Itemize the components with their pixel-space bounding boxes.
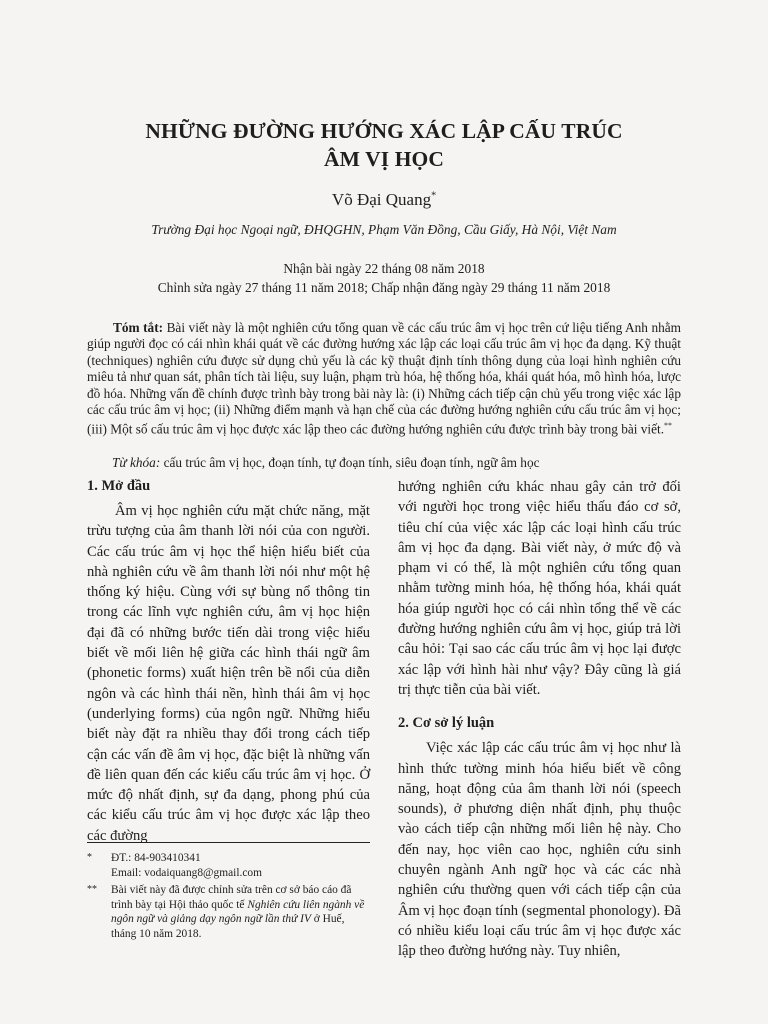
section-1-paragraph: Âm vị học nghiên cứu mặt chức năng, mặt trừu tượng của âm thanh lời nói của con người. Các cấu trúc âm vị học thể hiện hiểu biết của nhà nghiên cứu về âm thanh lời nói như một hệ thống ký hiệu. Cùng với sự bùng nổ thông tin trong các lĩnh vực nghiên cứu, âm vị học hiện đại đã có những bước tiến dài trong việc hiểu biết về mối liên hệ giữa các hình thái ngữ âm (phonetic forms) xuất hiện trên bề nổi của diễn ngôn và các hình thái nền, hình thái âm vị học (underlying forms) của ngôn ngữ. Những hiểu biết này đặt ra nhiều thay đổi trong cách tiếp cận các vấn đề âm vị học, đặc biệt là những vấn đề liên quan đến các kiểu cấu trúc âm vị học. Ở mức độ nhất định, sự đa dạng, phong phú của các kiểu cấu trúc âm vị học được xác lập theo các đường <box>87 503 370 844</box>
abstract-text: Bài viết này là một nghiên cứu tổng quan về các cấu trúc âm vị học trên cứ liệu tiếng Anh nhằm giúp người đọc có cái nhìn khái quát về các đường hướng xác lập các loại cấu trúc âm vị học đa dạng. Kỹ thuật (techniques) nghiên cứu được sử dụng chủ yếu là các kỹ thuật định tính thông dụng của loại hình nghiên cứu miêu tả như quan sát, phân tích tài liệu, suy luận, phạm trù hóa, hệ thống hóa, khái quát hóa, mô hình hóa, lược đồ hóa. Những vấn đề chính được trình bày trong bài này là: (i) Những cách tiếp cận chủ yếu trong việc xác lập các cấu trúc âm vị học; (ii) Những điểm mạnh và hạn chế của các đường hướng nghiên cứu cấu trúc âm vị học; (iii) Một số cấu trúc âm vị học được xác lập theo các đường hướng nghiên cứu được trình bày trong bài viết. <box>87 320 681 437</box>
paper-title <box>100 117 668 173</box>
section-1-heading: 1. Mở đầu <box>87 478 151 494</box>
footnote-2-mark: ** <box>87 884 97 895</box>
received-date: Nhận bài ngày 22 tháng 08 năm 2018 <box>283 261 485 276</box>
footnote-2-conference: Nghiên cứu liên ngành về ngôn ngữ và giảng dạy ngôn ngữ lần thứ IV <box>111 898 365 925</box>
author-footnote-mark: * <box>431 190 437 202</box>
section-2-paragraph: Việc xác lập các cấu trúc âm vị học như là hình thức tường minh hóa hiểu biết về công năng, hoạt động của âm thanh lời nói (speech sounds), ở phương diện nhất định, phụ thuộc vào cách tiếp cận những mối liên hệ này. Cho đến nay, học viên cao học, nghiên cứu sinh chuyên ngành Anh ngữ học và các các nhà nghiên cứu thường quen với cách tiếp cận của Âm vị học đoạn tính (segmental phonology). Đã có nhiều kiểu loại cấu trúc âm vị học được xác lập theo đường hướng này. Tuy nhiên, <box>398 740 681 960</box>
footnote-2 <box>87 883 370 941</box>
footnote-2-end: ở Huế, tháng 10 năm 2018. <box>111 913 345 940</box>
title-line-1: NHỮNG ĐƯỜNG HƯỚNG XÁC LẬP CẤU TRÚC <box>145 119 623 143</box>
abstract <box>87 320 681 438</box>
footnotes <box>87 842 370 944</box>
footnote-1-mark: * <box>87 852 92 863</box>
author <box>100 190 668 210</box>
keywords-label: Từ khóa: <box>112 455 161 470</box>
left-column <box>87 477 370 846</box>
right-column <box>398 477 681 962</box>
title-line-2: ÂM VỊ HỌC <box>324 147 444 171</box>
keywords <box>112 455 682 471</box>
dates <box>80 259 688 297</box>
abstract-footnote-mark: ** <box>664 421 673 431</box>
keywords-text: cấu trúc âm vị học, đoạn tính, tự đoạn tính, siêu đoạn tính, ngữ âm học <box>160 455 540 470</box>
revised-date: Chỉnh sửa ngày 27 tháng 11 năm 2018; Chấp nhận đăng ngày 29 tháng 11 năm 2018 <box>157 280 611 295</box>
abstract-label: Tóm tắt: <box>113 320 164 335</box>
section-1-paragraph-continued: hướng nghiên cứu khác nhau gây cản trở đối với người học trong việc hiểu thấu đáo cơ sở, tiêu chí của việc xác lập các loại hình cấu trúc âm vị học đa dạng. Bài viết này, ở mức độ và phạm vi có thể, là một nghiên cứu tổng quan nhằm tường minh hóa, hệ thống hóa, khái quát hóa giúp người học có cái nhìn tổng thể về các đường hướng nghiên cứu âm vị học, giúp trả lời câu hỏi: Tại sao các cấu trúc âm vị học lại được xác lập với hình hài như vậy? Đây cũng là giá trị thực tiễn của bài viết. <box>398 479 681 698</box>
footnote-2-text: Bài viết này đã được chỉnh sửa trên cơ sở báo cáo đã trình bày tại Hội thảo quốc tế <box>111 884 352 911</box>
affiliation: Trường Đại học Ngoại ngữ, ĐHQGHN, Phạm Văn Đồng, Cầu Giấy, Hà Nội, Việt Nam <box>151 222 617 237</box>
footnote-email: Email: vodaiquang8@gmail.com <box>111 866 262 879</box>
author-name: Võ Đại Quang <box>331 190 432 209</box>
section-2-heading: 2. Cơ sở lý luận <box>398 715 495 732</box>
footnote-phone: ĐT.: 84-903410341 <box>111 852 201 864</box>
footnote-1 <box>87 851 370 880</box>
